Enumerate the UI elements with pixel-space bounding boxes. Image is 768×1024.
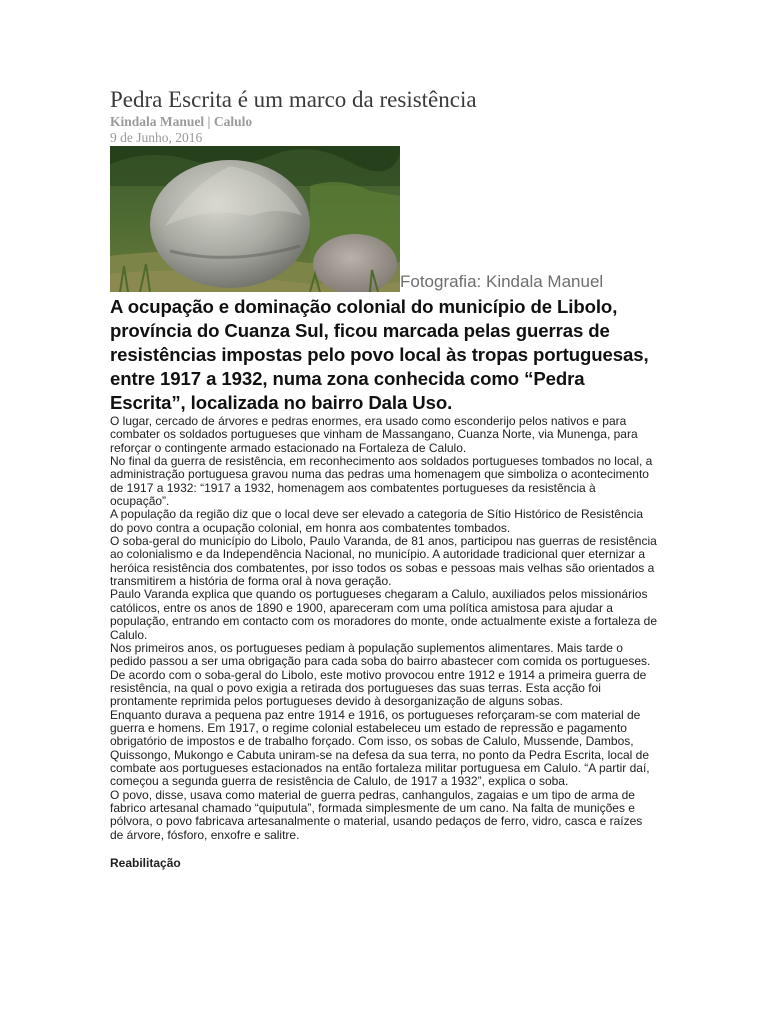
body-paragraph: O povo, disse, usava como material de guerra pedras, canhangulos, zagaias e um tipo de arma de fabrico artesanal chamado “quiputula”, formada simplesmente de um cano. Na falta de munições e pólvora, o povo fabricava artesanalmente o material, usando pedaços de ferro, vidro, casca e raízes de árvore, fósforo, enxofre e salitre. [110, 787, 643, 842]
body-paragraph: No final da guerra de resistência, em reconhecimento aos soldados portugueses tombados no local, a administração portuguesa gravou numa das pedras uma homenagem que simboliza o acontecimento de 1917 a 1932: “1917 a 1932, homenagem aos combatentes portugueses da resistência à ocupação”. [110, 454, 653, 509]
article-body [110, 415, 658, 842]
body-paragraph: A população da região diz que o local deve ser elevado a categoria de Sítio Histórico de Resistência do povo contra a ocupação colonial, em honra aos combatentes tombados. [110, 507, 643, 535]
section-subheading: Reabilitação [110, 856, 181, 870]
body-paragraph: O lugar, cercado de árvores e pedras enormes, era usado como esconderijo pelos nativos e para combater os soldados portugueses que vinham de Massangano, Cuanza Norte, via Munenga, para reforçar o contingente armado estacionado na Fortaleza de Calulo. [110, 414, 638, 455]
publish-date: 9 de Junho, 2016 [110, 130, 203, 145]
photo-caption: Fotografia: Kindala Manuel [400, 272, 604, 291]
author-line: Kindala Manuel | Calulo [110, 114, 253, 129]
body-paragraph: Nos primeiros anos, os portugueses pediam à população suplementos alimentares. Mais tarde o pedido passou a ser uma obrigação para cada soba do bairro abastecer com comida os portugueses. De acordo com o soba-geral do Libolo, este motivo provocou entre 1912 e 1914 a primeira guerra de resistência, na qual o povo exigia a retirada dos portugueses das suas terras. Esta acção foi prontamente reprimida pelos portugueses devido à desorganização de alguns sobas. [110, 640, 651, 709]
article [110, 86, 658, 870]
boulder-photo [110, 146, 400, 292]
body-paragraph: Paulo Varanda explica que quando os portugueses chegaram a Calulo, auxiliados pelos missionários católicos, entre os anos de 1890 e 1900, apareceram com uma política amistosa para ajudar a população, entrando em contacto com os moradores do monte, onde actualmente existe a fortaleza de Calulo. [110, 587, 657, 642]
photo-row [110, 146, 658, 294]
body-paragraph: Enquanto durava a pequena paz entre 1914 e 1916, os portugueses reforçaram-se com material de guerra e homens. Em 1917, o regime colonial estabeleceu um estado de repressão e pagamento obrigatório de impostos e de trabalho forçado. Com isso, os sobas de Calulo, Mussende, Dambos, Quissongo, Mukongo e Cabuta uniram-se na defesa da sua terra, no ponto da Pedra Escrita, local de combate aos portugueses estacionados na então fortaleza militar portuguesa em Calulo. “A partir daí, começou a segunda guerra de resistência de Calulo, de 1917 a 1932”, explica o soba. [110, 707, 650, 789]
lead-paragraph: A ocupação e dominação colonial do município de Libolo, província do Cuanza Sul, ficou marcada pelas guerras de resistências impostas pelo povo local às tropas portuguesas, entre 1917 a 1932, numa zona conhecida como “Pedra Escrita”, localizada no bairro Dala Uso. [110, 296, 649, 413]
article-title: Pedra Escrita é um marco da resistência [110, 87, 477, 112]
body-paragraph: O soba-geral do município do Libolo, Paulo Varanda, de 81 anos, participou nas guerras de resistência ao colonialismo e da Independência Nacional, no município. A autoridade tradicional quer eternizar a heróica resistência dos combatentes, por isso todos os sobas e pessoas mais velhas são orientados a transmitirem a história de forma oral à nova geração. [110, 534, 657, 589]
